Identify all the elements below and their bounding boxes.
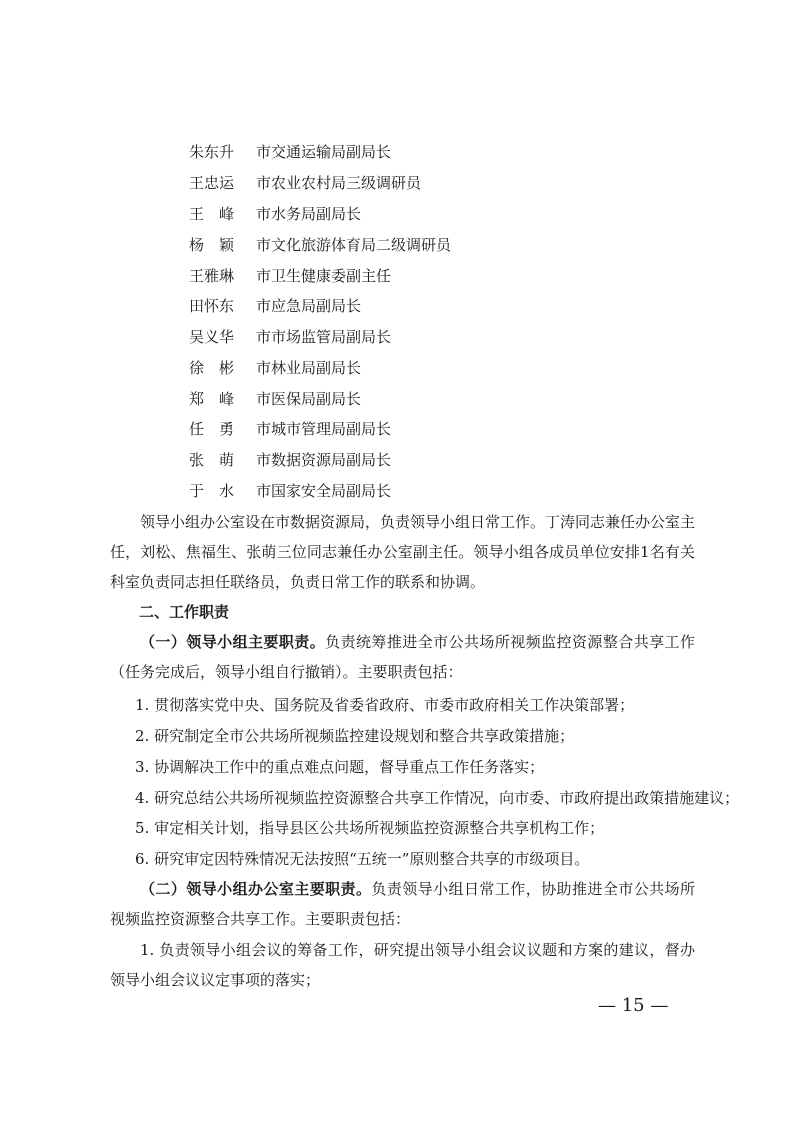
duty1-label: （一）领导小组主要职责。 (140, 633, 326, 651)
duty2-paragraph (110, 874, 695, 934)
member-row (189, 204, 361, 224)
member-row (189, 266, 391, 286)
duty1-item: 2. 研究制定全市公共场所视频监控建设规划和整合共享政策措施； (135, 727, 575, 745)
member-row (189, 358, 361, 378)
member-name: 张 萌 (189, 451, 235, 469)
member-name: 于 水 (189, 482, 235, 500)
member-row (189, 327, 391, 347)
member-name: 任 勇 (189, 420, 235, 438)
member-title: 市数据资源局副局长 (256, 451, 392, 469)
duty1-text: 负责统筹推进全市公共场所视频监控资源整合共享工作（任务完成后，领导小组自行撤销）。主要职责包括： (110, 633, 695, 681)
office-paragraph-text: 领导小组办公室设在市数据资源局，负责领导小组日常工作。丁涛同志兼任办公室主任，刘松、焦福生、张萌三位同志兼任办公室副主任。领导小组各成员单位安排1名有关科室负责同志担任联络员，负责日常工作的联系和协调。 (110, 513, 696, 591)
member-title: 市医保局副局长 (256, 390, 362, 408)
member-row (189, 419, 391, 439)
member-title: 市农业农村局三级调研员 (256, 174, 422, 192)
member-name: 王 峰 (189, 205, 235, 223)
member-name: 朱东升 (189, 143, 235, 161)
office-paragraph (110, 507, 695, 597)
duty2-item (110, 935, 695, 995)
member-row (189, 481, 391, 501)
member-title: 市城市管理局副局长 (256, 420, 392, 438)
duty1-item: 5. 审定相关计划，指导县区公共场所视频监控资源整合共享机构工作； (135, 819, 605, 837)
member-title: 市水务局副局长 (256, 205, 362, 223)
member-row (189, 173, 421, 193)
member-row (189, 142, 391, 162)
duty2-item-text: 1. 负责领导小组会议的筹备工作，研究提出领导小组会议议题和方案的建议，督办领导小组会议议定事项的落实； (110, 941, 695, 989)
member-row (189, 450, 391, 470)
member-name: 王雅琳 (189, 267, 235, 285)
member-name: 杨 颖 (189, 236, 235, 254)
member-name: 徐 彬 (189, 359, 235, 377)
member-name: 吴义华 (189, 328, 235, 346)
duty2-text: 负责领导小组日常工作，协助推进全市公共场所视频监控资源整合共享工作。主要职责包括： (110, 880, 695, 928)
page-number: — 15 — (598, 995, 669, 1016)
duty1-paragraph (110, 627, 695, 687)
member-title: 市卫生健康委副主任 (256, 267, 392, 285)
duty1-item: 4. 研究总结公共场所视频监控资源整合共享工作情况，向市委、市政府提出政策措施建议； (135, 789, 740, 807)
member-title: 市国家安全局副局长 (256, 482, 392, 500)
duty2-label: （二）领导小组办公室主要职责。 (140, 880, 372, 898)
member-title: 市文化旅游体育局二级调研员 (256, 236, 452, 254)
member-name: 田怀东 (189, 297, 235, 315)
member-title: 市交通运输局副局长 (256, 143, 392, 161)
member-row (189, 235, 451, 255)
section-heading: 二、工作职责 (139, 603, 230, 621)
member-name: 王忠运 (189, 174, 235, 192)
member-title: 市林业局副局长 (256, 359, 362, 377)
duty1-item: 3. 协调解决工作中的重点难点问题，督导重点工作任务落实； (135, 758, 545, 776)
member-title: 市市场监管局副局长 (256, 328, 392, 346)
member-name: 郑 峰 (189, 390, 235, 408)
duty1-item: 6. 研究审定因特殊情况无法按照“五统一”原则整合共享的市级项目。 (135, 850, 590, 868)
member-title: 市应急局副局长 (256, 297, 362, 315)
member-row (189, 389, 361, 409)
duty1-item: 1. 贯彻落实党中央、国务院及省委省政府、市委市政府相关工作决策部署； (135, 696, 635, 714)
member-row (189, 296, 361, 316)
